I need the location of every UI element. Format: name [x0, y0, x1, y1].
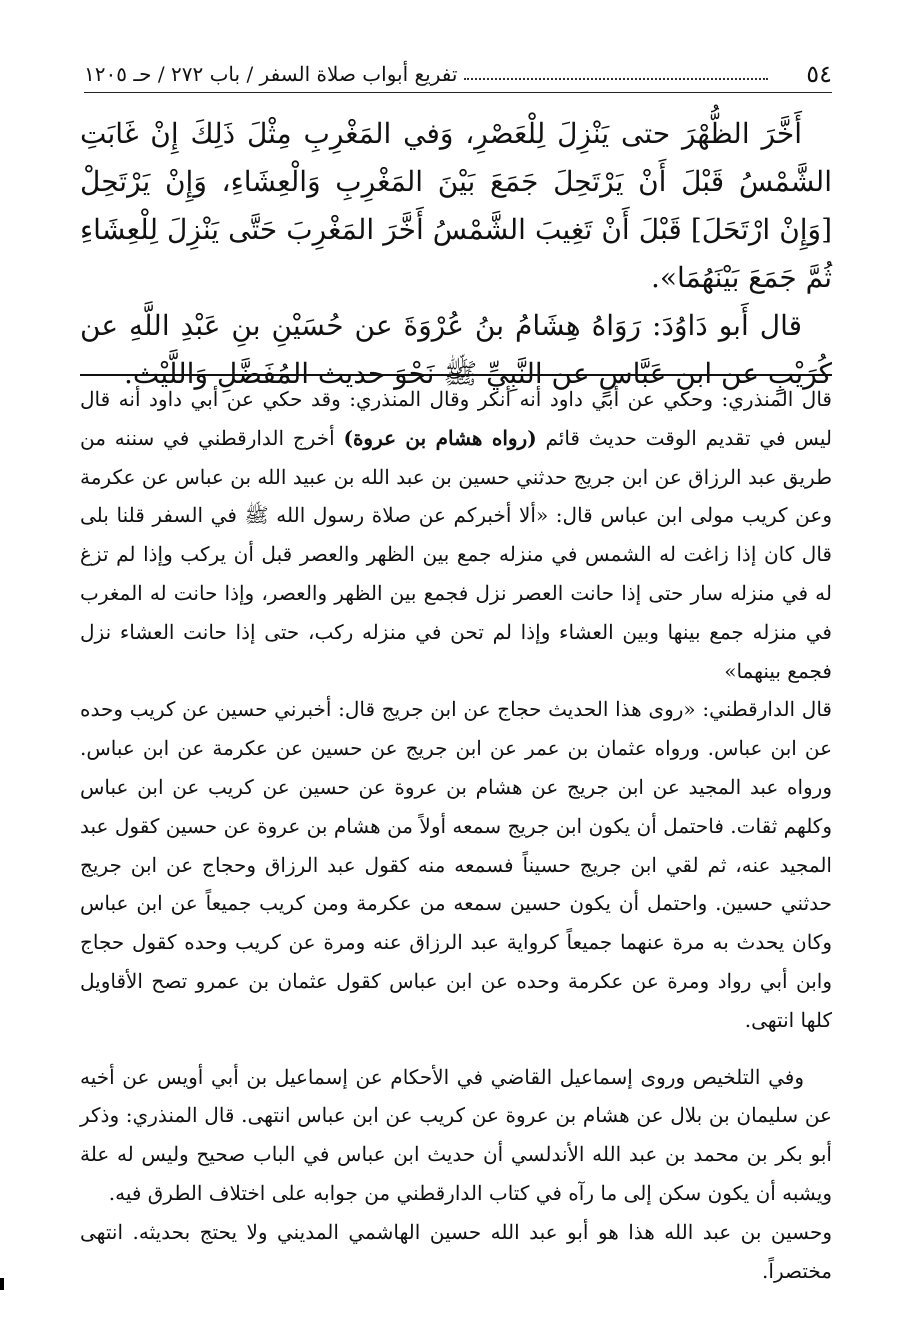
running-header [84, 58, 832, 93]
scan-edge-mark [0, 1278, 4, 1290]
commentary-paragraph: قال الدارقطني: «روى هذا الحديث حجاج عن ابن جريج قال: أخبرني حسين عن كريب وحده عن ابن عباس. ورواه عثمان بن عمر عن ابن جريج عن حسين عن عكرمة عن ابن عباس. ورواه عبد المجيد عن ابن جريج عن هشام بن عروة عن حسين عن كريب عن ابن عباس وكلهم ثقات. فاحتمل أن يكون ابن جريج سمعه أولاً من هشام بن عروة عن حسين كقول عبد المجيد عنه، ثم لقي ابن جريج حسيناً فسمعه منه كقول عبد الرزاق وحجاج عن ابن جريج حدثني حسين. واحتمل أن يكون حسين سمعه من عكرمة ومن كريب جميعاً عن ابن عباس وكان يحدث به مرة عنهما جميعاً كرواية عبد الرزاق عنه ومرة عن كريب وحده كقول حجاج وابن أبي رواد ومرة عن عكرمة وحده عن ابن عباس كقول عثمان بن عمرو تصح الأقاويل كلها انتهى. [80, 697, 833, 1032]
commentary-paragraph: وفي التلخيص وروى إسماعيل القاضي في الأحكام عن إسماعيل بن أبي أويس عن أخيه عن سليمان بن بلال عن هشام بن عروة عن كريب عن ابن عباس انتهى. قال المنذري: وذكر أبو بكر بن محمد بن عبد الله الأندلسي أن حديث ابن عباس في الباب صحيح وليس له علة ويشبه أن يكون سكن إلى ما رآه في كتاب الدارقطني من جوابه على اختلاف الطرق فيه. [80, 1064, 832, 1205]
commentary-text: قال المنذري: وحكي عن أبي داود أنه أنكر وقال المنذري: وقد حكي عن أبي داود أنه قال ليس في تقديم الوقت حديث قائم [80, 387, 833, 450]
main-text-paragraph: أَخَّرَ الظُّهْرَ حتى يَنْزِلَ لِلْعَصْرِ، وَفي المَغْرِبِ مِثْلَ ذَلِكَ إِنْ غَابَتِ الشَّمْسُ قَبْلَ أَنْ يَرْتَحِلَ جَمَعَ بَيْنَ المَغْرِبِ وَالْعِشَاءِ، وَإِنْ يَرْتَحِلْ [وَإِنْ ارْتَحَلَ] قَبْلَ أَنْ تَغِيبَ الشَّمْسُ أَخَّرَ المَغْرِبَ حَتَّى يَنْزِلَ لِلْعِشَاءِ ثُمَّ جَمَعَ بَيْنَهُمَا». [80, 117, 832, 294]
commentary-paragraph [80, 380, 832, 690]
footnote-separator [80, 374, 832, 376]
commentary-notes [80, 380, 832, 1290]
commentary-lemma: (رواه هشام بن عروة) [343, 425, 537, 450]
page-number: ٥٤ [806, 60, 832, 88]
main-text [80, 110, 832, 398]
main-text-paragraph: قال أَبو دَاوُدَ: رَوَاهُ هِشَامُ بنُ عُرْوَةَ عن حُسَيْنِ بنِ عَبْدِ اللَّهِ عن كُرَيْبٍ عن ابنِ عَبَّاسٍ عن النَّبِيِّ ﷺ نَحْوَ حديث المُفَضَّلِ وَاللَّيْث. [80, 309, 832, 390]
running-title: تفريع أبواب صلاة السفر / باب ٢٧٢ / حـ ١٢٠٥ [84, 62, 458, 86]
commentary-paragraph: وحسين بن عبد الله هذا هو أبو عبد الله حسين الهاشمي المديني ولا يحتج بحديثه. انتهى مختصراً. [80, 1219, 832, 1283]
commentary-text: أخرج الدارقطني في سننه من طريق عبد الرزاق عن ابن جريج حدثني حسين بن عبد الله بن عبيد الله بن عباس عن عكرمة وعن كريب مولى ابن عباس قال: «ألا أخبركم عن صلاة رسول الله ﷺ في السفر قلنا بلى قال كان إذا زاغت له الشمس في منزله جمع بين الظهر والعصر قبل أن يركب وإذا لم تزغ له في منزله سار حتى إذا حانت العصر نزل فجمع بين الظهر والعصر، وإذا حانت له المغرب في منزله جمع بينها وبين العشاء وإذا لم تحن في منزله ركب، حتى إذا حانت العشاء نزل فجمع بينهما» [80, 425, 832, 683]
header-dotted-leader [464, 78, 768, 80]
